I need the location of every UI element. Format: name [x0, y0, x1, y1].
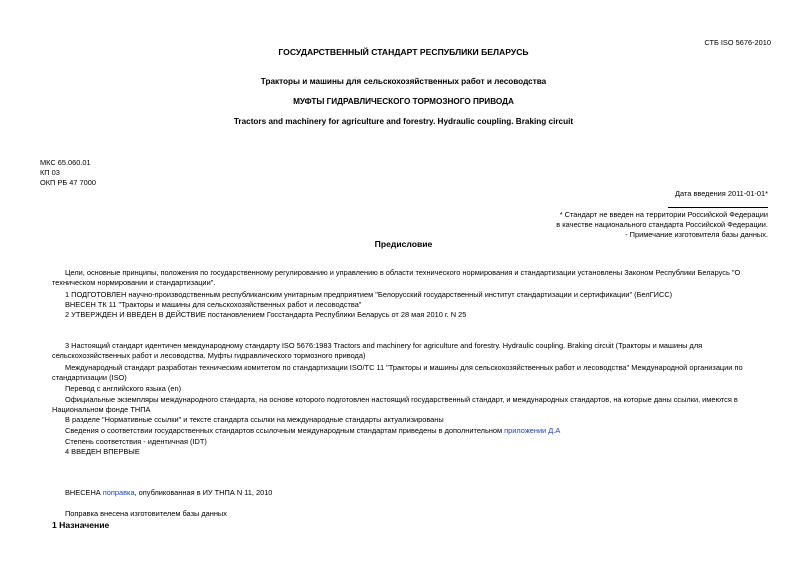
standard-type-heading: ГОСУДАРСТВЕННЫЙ СТАНДАРТ РЕСПУБЛИКИ БЕЛАРУСЬ — [278, 47, 529, 57]
subject-title-ru: Тракторы и машины для сельскохозяйственных работ и лесоводства — [260, 77, 547, 86]
footnote-line-3: - Примечание изготовителя базы данных. — [625, 230, 768, 239]
foreword-item-first-introduced: 4 ВВЕДЕН ВПЕРВЫЕ — [65, 447, 140, 456]
appendix-da-link[interactable]: приложении Д.А — [504, 426, 561, 435]
amendment-line — [65, 488, 785, 498]
foreword-item-translation: Перевод с английского языка (en) — [65, 384, 182, 393]
okp-code: ОКП РБ 47 7000 — [40, 178, 96, 187]
foreword-item-references: В разделе "Нормативные ссылки" и тексте стандарта ссылки на международные стандарты актуализированы — [65, 415, 444, 424]
section-1-heading: 1 Назначение — [52, 520, 110, 530]
foreword-item-submitted: ВНЕСЕН ТК 11 "Тракторы и машины для сельскохозяйственных работ и лесоводства" — [65, 300, 362, 309]
amendment-suffix: , опубликованная в ИУ ТНПА N 11, 2010 — [134, 488, 273, 497]
conformity-text: Сведения о соответствии государственных стандартов ссылочным международным стандартам приведены в дополнительном — [65, 426, 505, 435]
foreword-heading: Предисловие — [374, 239, 433, 249]
foreword-item-conformity — [65, 426, 785, 436]
amendment-link[interactable]: поправка — [102, 488, 135, 497]
amendment-prefix: ВНЕСЕНА — [65, 488, 103, 497]
amendment-note: Поправка внесена изготовителем базы данных — [65, 509, 227, 518]
foreword-item-degree: Степень соответствия - идентичная (IDT) — [65, 437, 207, 446]
document-title-en: Tractors and machinery for agriculture and forestry. Hydraulic coupling. Braking circuit — [233, 117, 574, 126]
introduction-date: Дата введения 2011-01-01* — [675, 189, 768, 198]
foreword-item-official-copies: Официальные экземпляры международного стандарта, на основе которого подготовлен настоящий государственный стандарт, и международных стандартов, на которые даны ссылки, имеются в Национальном фонде ТНПА — [52, 395, 738, 414]
foreword-item-prepared: 1 ПОДГОТОВЛЕН научно-производственным республиканским унитарным предприятием "Белорусский государственный институт стандартизации и сертификации" (БелГИСС) — [65, 290, 673, 299]
kp-code: КП 03 — [40, 168, 60, 177]
document-code: СТБ ISO 5676-2010 — [704, 38, 771, 47]
mks-code: МКС 65.060.01 — [40, 158, 91, 167]
foreword-item-approved: 2 УТВЕРЖДЕН И ВВЕДЕН В ДЕЙСТВИЕ постановлением Госстандарта Республики Беларусь от 28 мая 2010 г. N 25 — [65, 310, 467, 319]
document-title-ru: МУФТЫ ГИДРАВЛИЧЕСКОГО ТОРМОЗНОГО ПРИВОДА — [293, 97, 514, 106]
foreword-item-identical: 3 Настоящий стандарт идентичен международному стандарту ISO 5676:1983 Tractors and machinery for agriculture and forestry. Hydraulic coupling. Braking circuit (Тракторы и машины для сельскохозяйственных работ и лесоводства. Муфты гидравлического тормозного привода) — [52, 341, 703, 360]
footnote-divider — [668, 207, 768, 208]
foreword-item-developed-by: Международный стандарт разработан техническим комитетом по стандартизации ISO/TC 11 "Тракторы и машины для сельскохозяйственных работ и лесоводства" Международной организации по стандартизации (ISO) — [52, 363, 743, 382]
footnote-line-2: в качестве национального стандарта Российской Федерации. — [556, 220, 768, 229]
foreword-paragraph-goals: Цели, основные принципы, положения по государственному регулированию и управлению в области технического нормирования и стандартизации установлены Законом Республики Беларусь "О техническом нормировании и стандартизации". — [52, 268, 741, 287]
footnote-line-1: * Стандарт не введен на территории Российской Федерации — [559, 210, 768, 219]
